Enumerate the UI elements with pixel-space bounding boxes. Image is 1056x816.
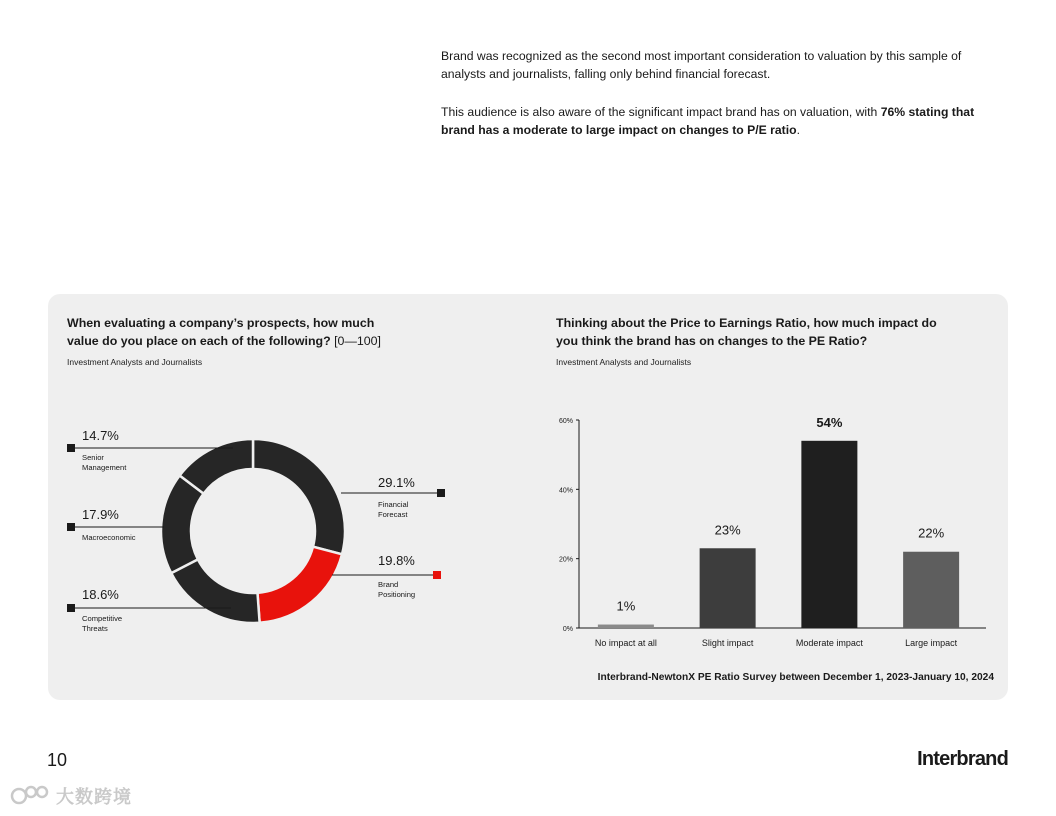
bar-value-label: 22% [918,525,945,541]
donut-label-competitive-threats: Competitive Threats [82,614,123,633]
y-tick-label: 60% [558,418,573,425]
bar-value-label: 54% [816,414,843,430]
page-number: 10 [47,750,68,770]
intro-paragraph-2-lead: This audience is also aware of the significant impact brand has on valuation, with [441,105,881,119]
donut-value-competitive-threats: 18.6% [82,587,119,602]
donut-chart-title-range: [0—100] [330,334,381,348]
donut-label-financial-forecast: Financial Forecast [378,500,409,519]
charts-panel [48,294,1008,700]
donut-label-senior-management: Senior Management [82,453,127,472]
donut-chart-subtitle: Investment Analysts and Journalists [67,357,203,367]
intro-highlight: 76% stating that brand has a moderate to large impact on changes to P/E ratio [441,105,975,137]
donut-chart-title-text: When evaluating a company’s prospects, how much value do you place on each of the following? [67,316,375,348]
bar-moderate-impact [801,441,857,628]
donut-value-financial-forecast: 29.1% [378,475,415,490]
y-tick-label: 0% [562,626,573,633]
bar-category-label: Moderate impact [795,638,863,648]
intro-paragraph-2-tail: . [796,123,800,137]
donut-label-macroeconomic: Macroeconomic [82,533,136,542]
bar-value-label: 23% [714,522,741,538]
bar-no-impact-at-all [598,625,654,628]
bar-large-impact [903,552,959,628]
y-tick-label: 20% [558,556,573,564]
bar-value-label: 1% [616,598,636,614]
donut-value-senior-management: 14.7% [82,428,119,443]
bar-chart-title: Thinking about the Price to Earnings Ratio, how much impact do you think the brand has on changes to the PE Ratio? [556,316,937,348]
intro-paragraph-1: Brand was recognized as the second most important consideration to valuation by this sample of analysts and journalists, falling only behind financial forecast. [441,49,962,81]
watermark-logo-icon [10,784,52,808]
intro-paragraph-2 [441,103,981,139]
bar-category-label: No impact at all [594,638,657,648]
bar-category-label: Large impact [905,638,958,648]
brand-logo: Interbrand [917,748,1008,770]
y-tick-label: 40% [558,487,573,495]
watermark-text: 大数跨境 [56,787,132,807]
bar-slight-impact [700,548,756,628]
donut-value-brand-positioning: 19.8% [378,553,415,568]
watermark [10,783,132,809]
donut-value-macroeconomic: 17.9% [82,507,119,522]
bar-chart-subtitle: Investment Analysts and Journalists [556,357,692,367]
source-note: Interbrand-NewtonX PE Ratio Survey between December 1, 2023-January 10, 2024 [597,672,994,683]
intro-text [441,47,981,159]
donut-label-brand-positioning: Brand Positioning [378,580,416,599]
bar-category-label: Slight impact [701,638,754,648]
bar-chart [48,294,1008,700]
